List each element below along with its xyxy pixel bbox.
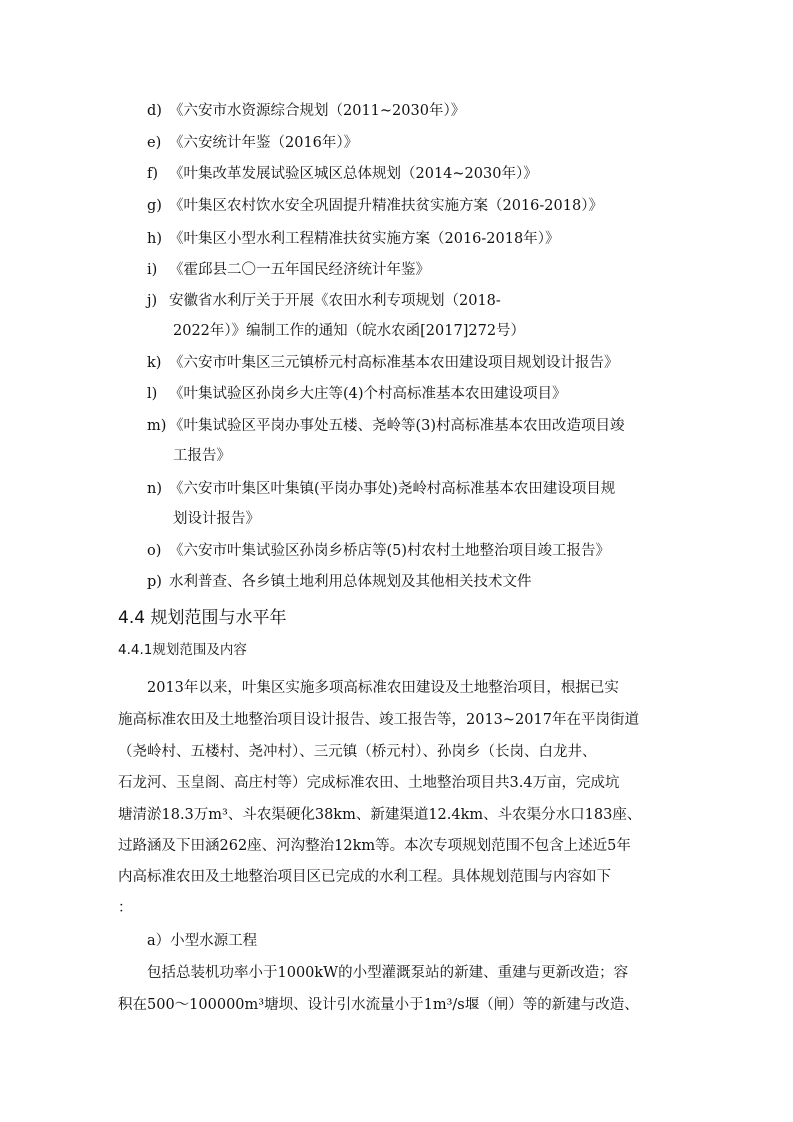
reference-item-d [147,101,465,121]
reference-tag: g) [147,198,162,214]
list-item-a: a）小型水源工程 [147,933,258,949]
reference-text: 《六安统计年鉴（2016年）》 [169,135,359,151]
reference-tag: n) [147,481,162,497]
reference-continuation-n: 划设计报告》 [173,511,260,527]
reference-text: 《六安市叶集区三元镇桥元村高标准基本农田建设项目规划设计报告》 [169,355,619,371]
reference-tag: j) [147,293,158,309]
reference-tag: m) [147,418,167,434]
paragraph-line: 积在500～100000m³塘坝、设计引水流量小于1m³/s堰（闸）等的新建与改造、 [118,997,639,1013]
reference-tag: i) [147,262,158,278]
reference-text: 水利普查、各乡镇土地利用总体规划及其他相关技术文件 [169,574,532,590]
reference-text: 《叶集试验区孙岗乡大庄等(4)个村高标准基本农田建设项目》 [169,386,567,402]
reference-text: 《六安市叶集试验区孙岗乡桥店等(5)村农村土地整治项目竣工报告》 [169,543,611,559]
reference-text: 安徽省水利厅关于开展《农田水利专项规划（2018- [169,293,501,309]
paragraph-line: 塘清淤18.3万m³、斗农渠硬化38km、新建渠道12.4km、斗农渠分水口183座、 [118,807,642,823]
section-subheading: 4.4.1规划范围及内容 [118,642,247,658]
reference-item-p [147,572,532,592]
reference-continuation-m: 工报告》 [173,448,231,464]
reference-item-k [147,353,619,373]
reference-item-i [147,260,430,280]
reference-item-g [147,196,603,216]
paragraph-line: 石龙河、玉皇阁、高庄村等）完成标准农田、土地整治项目共3.4万亩，完成坑 [118,775,620,791]
reference-tag: p) [147,574,162,590]
reference-tag: d) [147,103,162,119]
reference-item-j [147,291,501,311]
reference-text: 《叶集试验区平岗办事处五楼、尧岭等(3)村高标准基本农田改造项目竣 [169,418,625,434]
reference-item-e [147,133,358,153]
paragraph-line: 过路涵及下田涵262座、河沟整治12km等。本次专项规划范围不包含上述近5年 [118,838,631,854]
reference-tag: o) [147,543,162,559]
reference-text: 《叶集区农村饮水安全巩固提升精准扶贫实施方案（2016-2018）》 [169,198,603,214]
reference-text: 《六安市叶集区叶集镇(平岗办事处)尧岭村高标准基本农田建设项目规 [169,481,616,497]
reference-tag: f) [147,166,159,182]
reference-text: 《六安市水资源综合规划（2011~2030年）》 [169,103,466,119]
reference-item-l [147,384,567,404]
reference-text: 《叶集区小型水利工程精准扶贫实施方案（2016-2018年）》 [169,231,560,247]
paragraph-line: 内高标准农田及土地整治项目区已完成的水利工程。具体规划范围与内容如下 [118,869,611,885]
paragraph-line: 施高标准农田及土地整治项目设计报告、竣工报告等，2013~2017年在平岗街道 [118,712,639,728]
reference-text: 《叶集改革发展试验区城区总体规划（2014~2030年）》 [169,166,538,182]
paragraph-line: ： [118,900,133,916]
reference-tag: e) [147,135,162,151]
reference-tag: h) [147,231,162,247]
paragraph-line: 2013年以来，叶集区实施多项高标准农田建设及土地整治项目，根据已实 [147,680,619,696]
reference-item-o [147,541,610,561]
reference-tag: k) [147,355,162,371]
reference-item-n [147,479,615,499]
reference-tag: l) [147,386,158,402]
section-heading: 4.4 规划范围与水平年 [118,608,287,628]
reference-item-f [147,164,538,184]
reference-item-h [147,229,559,249]
reference-text: 《霍邱县二〇一五年国民经济统计年鉴》 [169,262,430,278]
reference-item-m [147,416,625,436]
reference-continuation-j: 2022年）》编制工作的通知（皖水农函[2017]272号） [173,323,526,339]
paragraph-line: （尧岭村、五楼村、尧冲村）、三元镇（桥元村）、孙岗乡（长岗、白龙井、 [118,744,597,760]
paragraph-line: 包括总装机功率小于1000kW的小型灌溉泵站的新建、重建与更新改造；容 [147,965,629,981]
